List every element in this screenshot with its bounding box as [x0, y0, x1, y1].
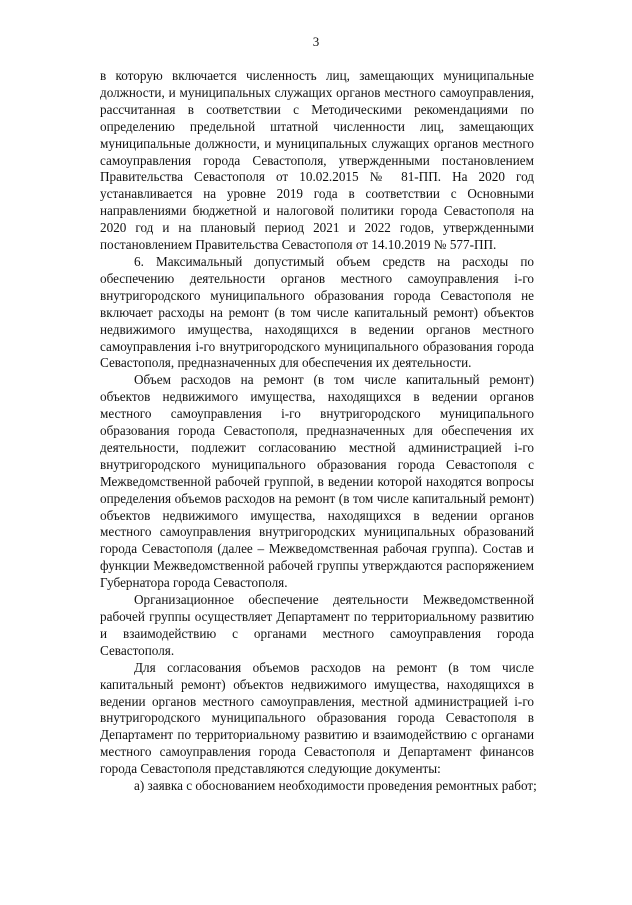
paragraph-documents-required: Для согласования объемов расходов на ремонт (в том числе капитальный ремонт) объектов недвижимого имущества, находящихся в ведении органов местного самоуправления, местной администрацией і-го внутригородского муниципального образования города Севастополя в Департамент по территориальному развитию и взаимодействию с органами местного самоуправления города Севастополя и Департамент финансов города Севастополя представляются следующие документы: [100, 659, 534, 777]
paragraph-item-6: 6. Максимальный допустимый объем средств на расходы по обеспечению деятельности органов местного самоуправления і-го внутригородского муниципального образования города Севастополя не включает расходы на ремонт (в том числе капитальный ремонт) объектов недвижимого имущества, находящихся в ведении органов местного самоуправления і-го внутригородского муниципального образования города Севастополя, предназначенных для обеспечения их деятельности. [100, 253, 534, 371]
document-body [100, 68, 537, 795]
paragraph-organizational-support: Организационное обеспечение деятельности Межведомственной рабочей группы осуществляет Департамент по территориальному развитию и взаимодействию с органами местного самоуправления города Севастополя. [100, 592, 534, 658]
page-number: 3 [312, 34, 320, 49]
paragraph-repair-volume: Объем расходов на ремонт (в том числе капитальный ремонт) объектов недвижимого имущества, находящихся в ведении органов местного самоуправления і-го внутригородского муниципального образования города Севастополя, предназначенных для обеспечения их деятельности, подлежит согласованию местной администрацией і-го внутригородского муниципального образования города Севастополя с Межведомственной рабочей группой, в ведении которой находятся вопросы определения объемов расходов на ремонт (в том числе капитальный ремонт) объектов недвижимого имущества, находящихся в ведении органов местного самоуправления внутригородских муниципальных образований города Севастополя (далее – Межведомственная рабочая группа). Состав и функции Межведомственной рабочей группы утверждаются распоряжением Губернатора города Севастополя. [100, 372, 534, 591]
list-item-a: а) заявка с обоснованием необходимости проведения ремонтных работ; [134, 778, 537, 794]
paragraph-continuation: в которую включается численность лиц, замещающих муниципальные должности, и муниципальных служащих органов местного самоуправления, рассчитанная в соответствии с Методическими рекомендациями по определению предельной штатной численности лиц, замещающих муниципальные должности, и муниципальных служащих органов местного самоуправления города Севастополя, утвержденными постановлением Правительства Севастополя от 10.02.2015 № 81-ПП. На 2020 год устанавливается на уровне 2019 года в соответствии с Основными направлениями бюджетной и налоговой политики города Севастополя на 2020 год и на плановый период 2021 и 2022 годов, утвержденными постановлением Правительства Севастополя от 14.10.2019 № 577-ПП. [100, 68, 534, 253]
